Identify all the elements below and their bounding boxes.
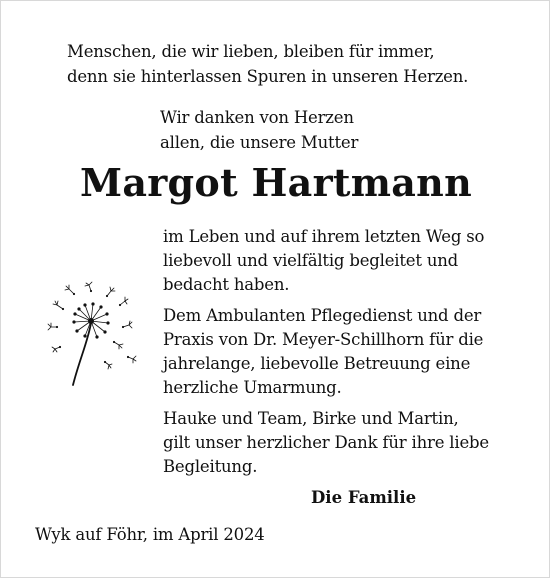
text-line: bedacht haben. [163,275,290,294]
text-line: jahrelange, liebevolle Betreuung eine [163,354,471,373]
text-line: Begleitung. [163,457,258,476]
text-line: Hauke und Team, Birke und Martin, [163,409,459,428]
text-line: liebevoll und vielfältig begleitet und [163,251,459,270]
deceased-name: Margot Hartmann [79,160,473,205]
paragraph [163,407,543,479]
signature: Die Familie [311,488,417,507]
text-line: im Leben und auf ihrem letzten Weg so [163,227,485,246]
text-line: gilt unser herzlicher Dank für ihre liebe [163,433,489,452]
dandelion-icon [41,279,141,387]
text-line: herzliche Umarmung. [163,378,342,397]
motto-line: denn sie hinterlassen Spuren in unseren Herzen. [67,67,469,86]
thanks-intro-line: allen, die unsere Mutter [160,133,359,152]
motto [67,39,468,89]
paragraph [163,225,543,297]
paragraph [163,304,543,400]
place-date: Wyk auf Föhr, im April 2024 [35,525,265,544]
text-line: Dem Ambulanten Pflegedienst und der [163,306,482,325]
thanks-intro-line: Wir danken von Herzen [160,108,354,127]
thanks-intro [160,105,358,155]
thanks-body [163,225,543,486]
motto-line: Menschen, die wir lieben, bleiben für immer, [67,42,435,61]
text-line: Praxis von Dr. Meyer-Schillhorn für die [163,330,484,349]
